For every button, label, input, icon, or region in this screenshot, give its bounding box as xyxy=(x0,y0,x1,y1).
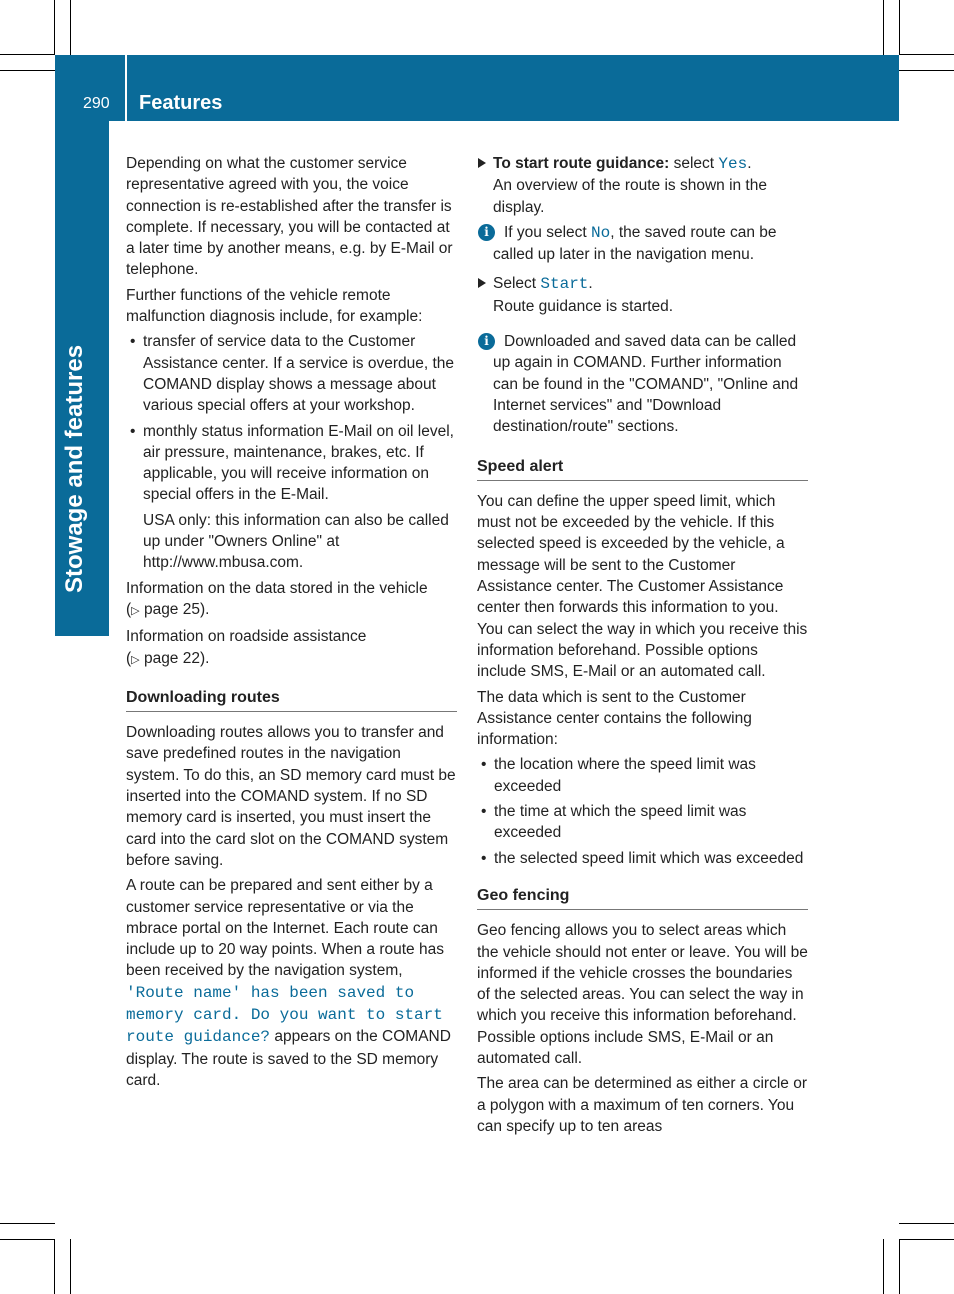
crop-mark xyxy=(899,1223,954,1224)
display-message: 'Route name' has been saved to memory card. Do you want to start route guidance? xyxy=(126,983,443,1047)
list-item: • monthly status information E-Mail on oil level, air pressure, maintenance, brakes, etc. If applicable, you will receive information on special offers in the E-Mail. xyxy=(126,421,457,506)
info-note xyxy=(477,222,808,266)
crop-mark xyxy=(899,54,954,55)
paragraph: Geo fencing allows you to select areas which the vehicle should not enter or leave. You will be informed if the vehicle crosses the boundaries of the selected areas. You can select the way in which you receive this information beforehand. Possible options include SMS, E-Mail or an automated call. xyxy=(477,922,808,1067)
page-ref-arrow-icon: ▷ xyxy=(131,604,140,617)
instruction-step xyxy=(477,153,808,218)
page-ref-open: ( xyxy=(126,600,132,618)
crop-mark xyxy=(54,0,55,55)
menu-item-no: No xyxy=(591,223,611,242)
paragraph: Further functions of the vehicle remote malfunction diagnosis include, for example: xyxy=(126,286,423,326)
step-text: . xyxy=(747,155,752,172)
page-ref-arrow-icon: ▷ xyxy=(131,653,140,666)
paragraph: You can define the upper speed limit, which must not be exceeded by the vehicle. If this selected speed is exceeded by the vehicle, a message will be sent to the Customer Assistance center. The Customer Assistance center then forwards this information to you. You can select the way in which you receive this information beforehand. Possible options include SMS, E-Mail or an automated call. xyxy=(477,492,808,681)
right-column xyxy=(477,153,808,1141)
chapter-tab xyxy=(55,121,109,636)
step-arrow-icon xyxy=(478,278,486,288)
page-header xyxy=(55,55,899,121)
crop-mark xyxy=(70,1239,71,1294)
chapter-title: Stowage and features xyxy=(61,344,88,593)
paragraph xyxy=(126,578,457,623)
list-item: • the location where the speed limit was exceeded xyxy=(477,754,808,797)
section-title-downloading-routes: Downloading routes xyxy=(126,687,457,712)
page-number: 290 xyxy=(83,95,110,112)
crop-mark xyxy=(899,1239,900,1294)
page-ref[interactable]: page 25). xyxy=(139,600,210,618)
list-item-note: USA only: this information can also be called up under "Owners Online" at http://www.mbusa.com. xyxy=(143,511,449,572)
paragraph-text: appears on the COMAND display. The route is saved to the SD memory card. xyxy=(126,1028,451,1089)
crop-mark xyxy=(54,1239,55,1294)
list-item: • transfer of service data to the Customer Assistance center. If a service is overdue, the COMAND display shows a message about various special offers at your workshop. xyxy=(126,331,457,416)
crop-mark xyxy=(883,0,884,55)
step-title: To start route guidance: xyxy=(493,155,670,172)
header-title: Features xyxy=(139,92,223,114)
step-result: An overview of the route is shown in the display. xyxy=(493,177,767,216)
page-ref-open: ( xyxy=(126,649,132,667)
paragraph-text: Information on roadside assistance xyxy=(126,628,367,646)
note-text: , the saved route can be called up later in the navigation menu. xyxy=(493,223,777,264)
menu-item-start: Start xyxy=(540,275,589,294)
crop-mark xyxy=(70,0,71,55)
step-text: Select xyxy=(493,275,541,293)
note-text: If you select xyxy=(504,223,592,241)
header-divider xyxy=(125,55,127,121)
note-text: Downloaded and saved data can be called up again in COMAND. Further information can be found in the "COMAND", "Online and Internet services" and "Download destination/route" sections. xyxy=(493,333,799,436)
paragraph: Downloading routes allows you to transfer and save predefined routes in the navigation system. To do this, an SD memory card must be inserted into the COMAND system. If no SD memory card is inserted, you must insert the card into the card slot on the COMAND system before saving. xyxy=(126,724,456,869)
info-note xyxy=(477,331,808,437)
section-title-geo-fencing: Geo fencing xyxy=(477,885,808,910)
paragraph xyxy=(126,626,457,671)
paragraph: Depending on what the customer service representative agreed with you, the voice connection is re-established after the transfer is complete. If necessary, you will be contacted at a later time by another means, e.g. by E-Mail or telephone. xyxy=(126,155,453,279)
crop-mark xyxy=(899,70,954,71)
paragraph: The area can be determined as either a circle or a polygon with a maximum of ten corners. You can specify up to ten areas xyxy=(477,1075,807,1135)
crop-mark xyxy=(899,1239,954,1240)
menu-item-yes: Yes xyxy=(718,155,748,173)
list-item: • the selected speed limit which was exceeded xyxy=(477,848,808,869)
step-result: Route guidance is started. xyxy=(493,297,674,315)
paragraph: The data which is sent to the Customer Assistance center contains the following information: xyxy=(477,688,752,749)
crop-mark xyxy=(0,70,55,71)
crop-mark xyxy=(883,1239,884,1294)
left-column xyxy=(126,153,457,1095)
info-icon: i xyxy=(478,333,495,350)
page-ref[interactable]: page 22). xyxy=(139,649,210,667)
crop-mark xyxy=(899,0,900,55)
step-arrow-icon xyxy=(478,158,486,168)
paragraph-text: A route can be prepared and sent either by a customer service representative or via the mbrace portal on the Internet. Each route can include up to 20 way points. When a route has been received by the navigation system, xyxy=(126,877,444,980)
section-title-speed-alert: Speed alert xyxy=(477,456,808,481)
crop-mark xyxy=(0,1239,55,1240)
paragraph-text: Information on the data stored in the vehicle xyxy=(126,579,428,597)
info-icon: i xyxy=(478,224,495,241)
paragraph xyxy=(126,875,457,1091)
instruction-step xyxy=(477,273,808,317)
step-text: . xyxy=(588,275,593,293)
crop-mark xyxy=(0,1223,55,1224)
step-text: select xyxy=(669,155,719,172)
crop-mark xyxy=(0,54,55,55)
list-item: • the time at which the speed limit was exceeded xyxy=(477,801,808,844)
